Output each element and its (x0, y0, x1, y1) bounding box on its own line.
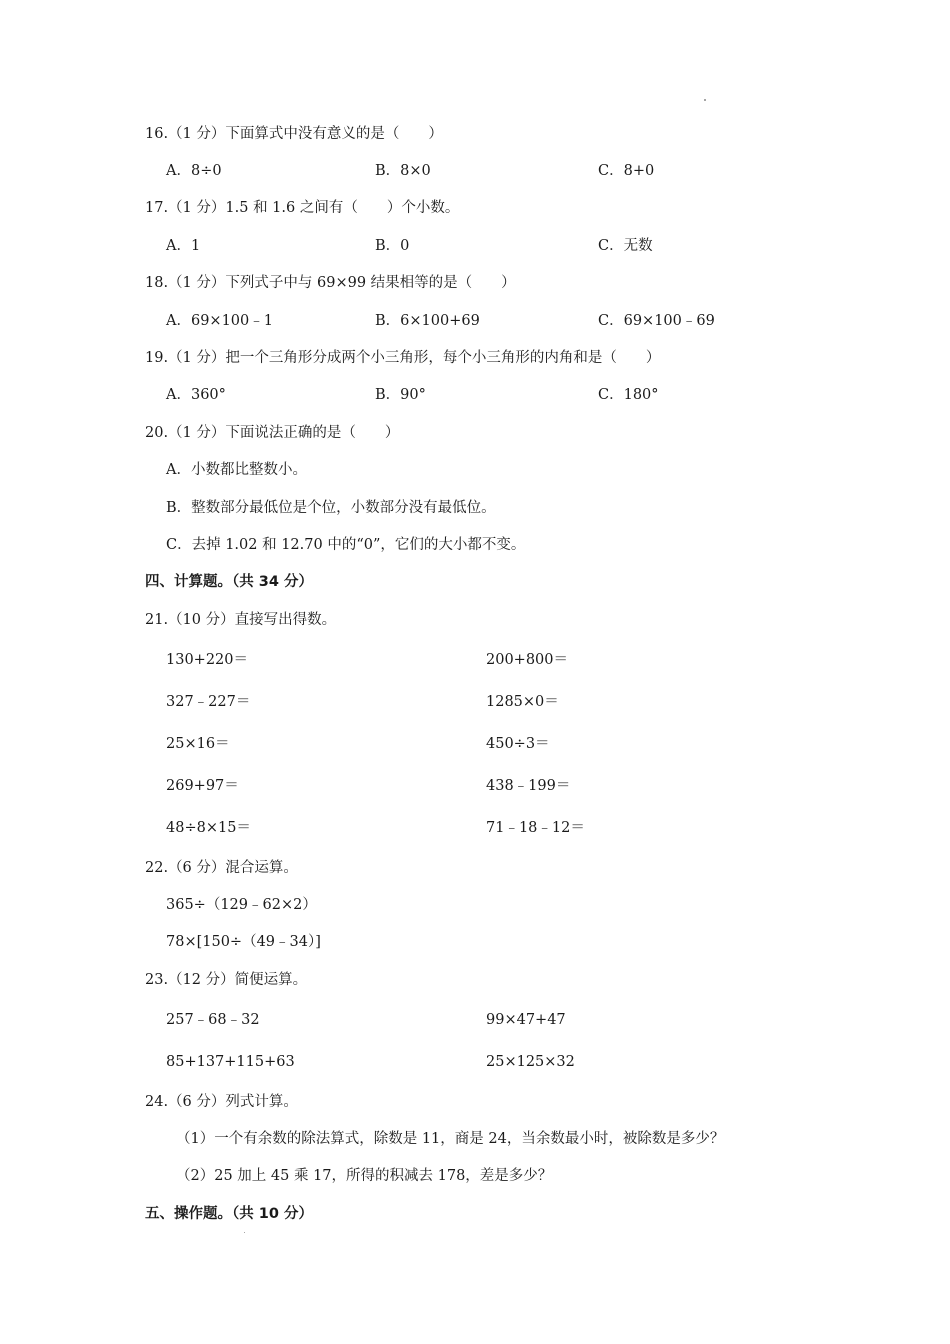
word-problem-item: （2）25 加上 45 乘 17，所得的积减去 178，差是多少？ (176, 1168, 553, 1184)
question-20-option-b: B．整数部分最低位是个位，小数部分没有最低位。 (166, 500, 496, 516)
question-18-option-b: B．6×100+69 (375, 313, 480, 329)
question-16-option-b: B．8×0 (375, 163, 431, 179)
section-4-title: 四、计算题。（共 34 分） (145, 574, 314, 590)
calc-item: 25×16＝ (166, 736, 230, 752)
question-18-option-c: C．69×100﹣69 (598, 313, 715, 329)
question-18-option-a: A．69×100﹣1 (166, 313, 273, 329)
question-23-stem: 23.（12 分）简便运算。 (145, 972, 308, 988)
scan-dot (244, 1232, 245, 1233)
question-17-option-a: A．1 (166, 238, 201, 254)
question-17-stem: 17.（1 分）1.5 和 1.6 之间有（ ）个小数。 (145, 200, 460, 216)
calc-item: 1285×0＝ (486, 694, 559, 710)
question-16-stem: 16.（1 分）下面算式中没有意义的是（ ） (145, 126, 443, 142)
simplify-item: 99×47+47 (486, 1012, 566, 1028)
question-20-stem: 20.（1 分）下面说法正确的是（ ） (145, 425, 400, 441)
question-20-option-a: A．小数都比整数小。 (166, 462, 307, 478)
question-19-option-a: A．360° (166, 387, 226, 403)
mixed-calc-item: 78×[150÷（49﹣34）] (166, 934, 321, 950)
question-17-option-c: C．无数 (598, 238, 653, 254)
simplify-item: 25×125×32 (486, 1054, 575, 1070)
section-5-title: 五、操作题。（共 10 分） (145, 1206, 314, 1222)
question-21-stem: 21.（10 分）直接写出得数。 (145, 612, 337, 628)
word-problem-item: （1）一个有余数的除法算式，除数是 11，商是 24，当余数最小时，被除数是多少？ (176, 1131, 725, 1147)
mixed-calc-item: 365÷（129﹣62×2） (166, 897, 317, 913)
question-16-option-c: C．8+0 (598, 163, 655, 179)
question-19-stem: 19.（1 分）把一个三角形分成两个小三角形，每个小三角形的内角和是（ ） (145, 350, 661, 366)
calc-item: 269+97＝ (166, 778, 239, 794)
simplify-item: 85+137+115+63 (166, 1054, 295, 1070)
calc-item: 450÷3＝ (486, 736, 550, 752)
question-22-stem: 22.（6 分）混合运算。 (145, 860, 298, 876)
calc-item: 200+800＝ (486, 652, 569, 668)
calc-item: 438﹣199＝ (486, 778, 571, 794)
scan-dot (704, 99, 706, 101)
question-17-option-b: B．0 (375, 238, 410, 254)
question-24-stem: 24.（6 分）列式计算。 (145, 1094, 298, 1110)
question-16-option-a: A．8÷0 (166, 163, 222, 179)
simplify-item: 257﹣68﹣32 (166, 1012, 260, 1028)
question-20-option-c: C．去掉 1.02 和 12.70 中的“0”，它们的大小都不变。 (166, 537, 526, 553)
question-18-stem: 18.（1 分）下列式子中与 69×99 结果相等的是（ ） (145, 275, 516, 291)
calc-item: 48÷8×15＝ (166, 820, 251, 836)
calc-item: 71﹣18﹣12＝ (486, 820, 585, 836)
question-19-option-b: B．90° (375, 387, 426, 403)
question-19-option-c: C．180° (598, 387, 659, 403)
calc-item: 130+220＝ (166, 652, 249, 668)
calc-item: 327﹣227＝ (166, 694, 251, 710)
